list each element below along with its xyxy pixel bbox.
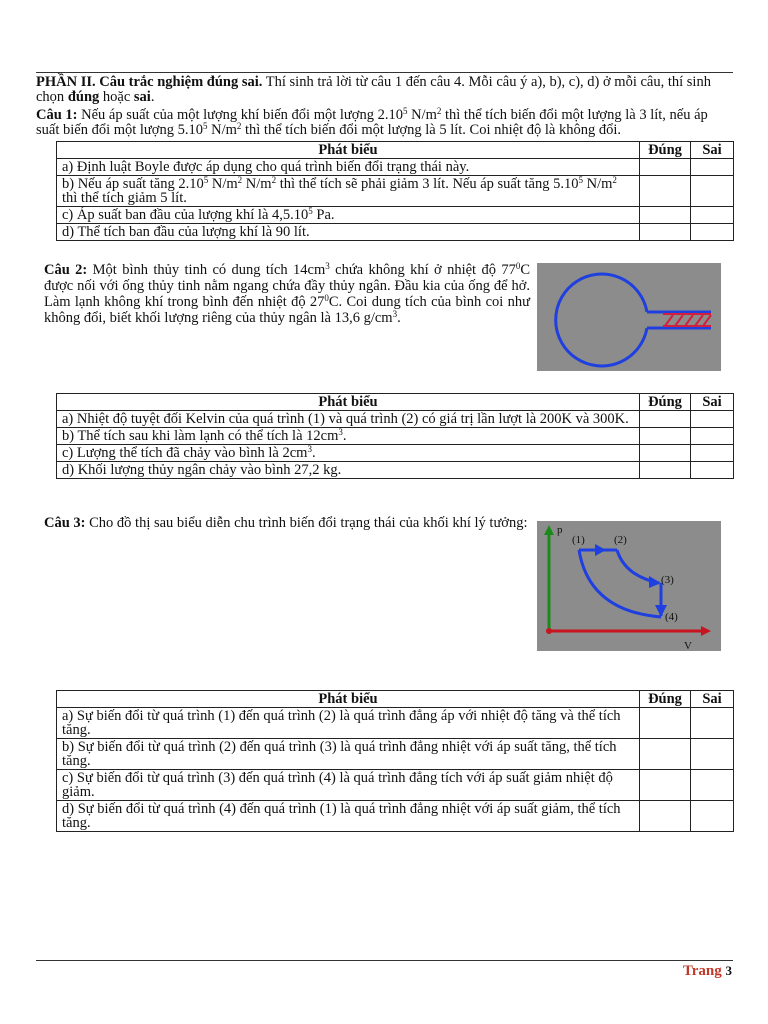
q2-stem: Câu 2: Một bình thủy tinh có dung tích $14cm^3$ chứa không khí ở nhiệt độ $77^0C$ được nối với ống thủy tinh nằm ngang chứa đầy thủy ngân. Đầu kia của ống để hở. Làm lạnh không khí trong bình đến nhiệt độ $27^0C$. Coi dung tích của bình coi như không đổi, biết khối lượng riêng của thủy ngân là 13,6 $g/cm^3$. [44,261,531,326]
state-4-label: (4) [665,611,678,623]
q3-b-true-cell[interactable] [640,739,691,770]
state-1-label: (1) [572,534,585,546]
q3-statement-c: c) Sự biến đổi từ quá trình (3) đến quá trình (4) là quá trình đẳng tích với áp suất giảm nhiệt độ giảm. [57,770,640,801]
q1-c-true-cell[interactable] [640,207,691,224]
q1-statement-c: c) Áp suất ban đầu của lượng khí là 4,5.10$^5$ Pa. [57,207,640,224]
q3-table [56,690,734,832]
table-row [57,159,734,176]
table-row [57,770,734,801]
table-row [57,176,734,207]
footer-rule [36,960,733,961]
q2-statement-a: a) Nhiệt độ tuyệt đối Kelvin của quá trình (1) và quá trình (2) có giá trị lần lượt là 200K và 300K. [57,411,640,428]
q2-c-false-cell[interactable] [691,445,734,462]
v-axis-label: V [684,640,692,651]
header-true: Đúng [640,691,691,708]
p-axis-label: p [557,524,563,536]
q1-label: Câu 1: [36,107,78,123]
table-row [57,462,734,479]
q1-statement-d: d) Thể tích ban đầu của lượng khí là 90 lít. [57,224,640,241]
flask-figure [537,263,721,371]
q2-b-false-cell[interactable] [691,428,734,445]
q1-stem: Câu 1: Nếu áp suất của một lượng khí biến đổi một lượng 2.10$^5$ $N/m^2$ thì thể tích biến đổi một lượng là 3 lít, nếu áp suất biến đổi một lượng 5.10$^5$ $N/m^2$ thì thể tích biến đổi một lượng là 5 lít. Coi nhiệt độ là không đổi. [36,106,708,138]
header-false: Sai [691,691,734,708]
q2-d-false-cell[interactable] [691,462,734,479]
page-label: Trang [682,963,722,979]
q3-statement-d: d) Sự biến đổi từ quá trình (4) đến quá trình (1) là quá trình đẳng nhiệt với áp suất giảm, thể tích tăng. [57,801,640,832]
state-2-label: (2) [614,534,627,546]
q2-statement-d: d) Khối lượng thủy ngân chảy vào bình 27,2 kg. [57,462,640,479]
q1-statement-b: b) Nếu áp suất tăng 2.10$^5$ $N/m^2$ $N/m^2$ thì thể tích sẽ phải giảm 3 lít. Nếu áp suất tăng 5.10$^5$ $N/m^2$ thì thể tích giảm 5 lít. [57,176,640,207]
header-statement: Phát biểu [57,394,640,411]
q3-label: Câu 3: [44,515,86,531]
table-row [57,411,734,428]
table-row [57,739,734,770]
page-number [683,963,732,980]
q2-c-true-cell[interactable] [640,445,691,462]
state-3-label: (3) [661,574,674,586]
q2-statement-b: b) Thể tích sau khi làm lạnh có thể tích là $12cm^3$. [57,428,640,445]
header-true: Đúng [640,142,691,159]
q1-b-true-cell[interactable] [640,176,691,207]
table-row [57,445,734,462]
q1-d-true-cell[interactable] [640,224,691,241]
q1-b-false-cell[interactable] [691,176,734,207]
q1-c-false-cell[interactable] [691,207,734,224]
table-header-row [57,142,734,159]
header-false: Sai [691,142,734,159]
q2-table [56,393,734,479]
origin-dot [546,628,552,634]
q1-a-false-cell[interactable] [691,159,734,176]
q1-d-false-cell[interactable] [691,224,734,241]
table-row [57,708,734,739]
top-rule [36,72,733,73]
part2-heading: PHẦN II. Câu trắc nghiệm đúng sai. [36,74,263,90]
table-row [57,428,734,445]
q2-statement-c: c) Lượng thể tích đã chảy vào bình là $2cm^3$. [57,445,640,462]
q3-b-false-cell[interactable] [691,739,734,770]
pv-cycle-graph [537,521,721,651]
q3-d-false-cell[interactable] [691,801,734,832]
q3-stem: Câu 3: Cho đồ thị sau biểu diễn chu trình biến đổi trạng thái của khối khí lý tưởng: [44,515,528,531]
q1-statement-a: a) Định luật Boyle được áp dụng cho quá trình biến đổi trạng thái này. [57,159,640,176]
header-false: Sai [691,394,734,411]
q2-a-false-cell[interactable] [691,411,734,428]
flask-figure-bg [537,263,721,371]
header-statement: Phát biểu [57,691,640,708]
q3-c-true-cell[interactable] [640,770,691,801]
q2-b-true-cell[interactable] [640,428,691,445]
q3-c-false-cell[interactable] [691,770,734,801]
header-true: Đúng [640,394,691,411]
q2-d-true-cell[interactable] [640,462,691,479]
q1-a-true-cell[interactable] [640,159,691,176]
table-header-row [57,394,734,411]
q3-a-false-cell[interactable] [691,708,734,739]
q3-statement-b: b) Sự biến đổi từ quá trình (2) đến quá trình (3) là quá trình đẳng nhiệt với áp suất tăng, thể tích tăng. [57,739,640,770]
page-num: 3 [725,963,732,978]
table-row [57,801,734,832]
table-row [57,224,734,241]
part2-instruction: PHẦN II. Câu trắc nghiệm đúng sai. Thí sinh trả lời từ câu 1 đến câu 4. Mỗi câu ý a), b), c), d) ở mỗi câu, thí sinh chọn đúng hoặc sai. [36,74,711,105]
table-header-row [57,691,734,708]
table-row [57,207,734,224]
header-statement: Phát biểu [57,142,640,159]
q3-statement-a: a) Sự biến đổi từ quá trình (1) đến quá trình (2) là quá trình đẳng áp với nhiệt độ tăng và thể tích tăng. [57,708,640,739]
q3-a-true-cell[interactable] [640,708,691,739]
q3-d-true-cell[interactable] [640,801,691,832]
q1-table [56,141,734,241]
q2-label: Câu 2: [44,262,88,278]
q2-a-true-cell[interactable] [640,411,691,428]
